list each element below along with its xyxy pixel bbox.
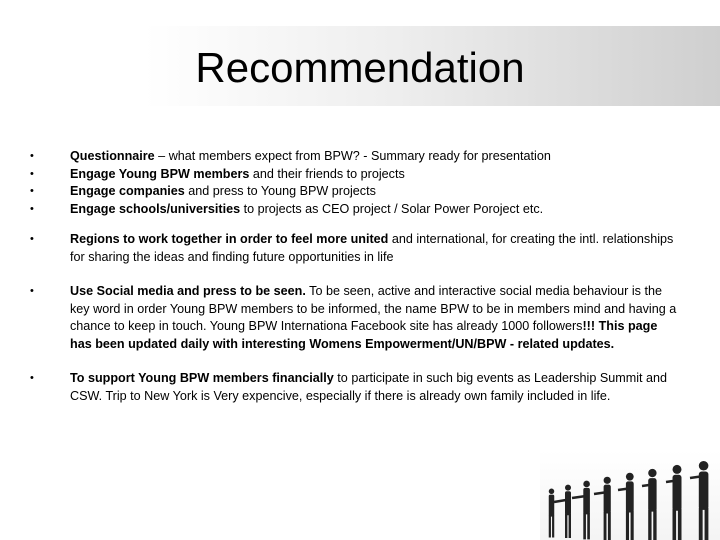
person-figure: [549, 489, 555, 538]
person-figure: [565, 485, 571, 538]
bullet-dot: •: [30, 372, 34, 384]
slide-title: Recommendation: [195, 44, 525, 91]
list-item: • Questionnaire – what members expect from BPW? - Summary ready for presentation: [30, 148, 680, 166]
list-item: • Use Social media and press to be seen. To be seen, active and interactive social media behaviour is the key word in order Young BPW members to be informed, the name BPW to be in members mind and having a chance to keep in touch. Young BPW Internationa Facebook site has already 1000 followers!!! This page has been updated daily with interesting Womens Empowerment/UN/BPW - related updates.: [30, 283, 680, 353]
list-item: • To support Young BPW members financially to participate in such big events as Leadership Summit and CSW. Trip to New York is Very expencive, especially if there is already own family included in life.: [30, 370, 680, 405]
list-item: • Engage schools/universities to projects as CEO project / Solar Power Poroject etc.: [30, 201, 680, 219]
person-figure: [699, 461, 709, 540]
bullet-dot: •: [30, 150, 34, 162]
bullet-dot: •: [30, 167, 34, 180]
bullet-list: [30, 148, 680, 405]
person-figure: [604, 477, 611, 540]
person-figure: [648, 469, 656, 540]
bullet-dot: •: [30, 285, 34, 297]
people-silhouettes-image: [540, 450, 720, 540]
person-figure: [626, 473, 634, 540]
list-item: • Engage companies and press to Young BPW projects: [30, 183, 680, 201]
bullet-dot: •: [30, 185, 34, 197]
person-figure: [673, 465, 682, 540]
person-figure: [583, 481, 590, 540]
list-item: • Regions to work together in order to feel more united and international, for creating the intl. relationships for sharing the ideas and finding future opportunities in life: [30, 231, 680, 266]
bullet-dot: •: [30, 233, 34, 245]
list-item: • Engage Young BPW members and their friends to projects: [30, 166, 680, 184]
bullet-dot: •: [30, 202, 34, 215]
